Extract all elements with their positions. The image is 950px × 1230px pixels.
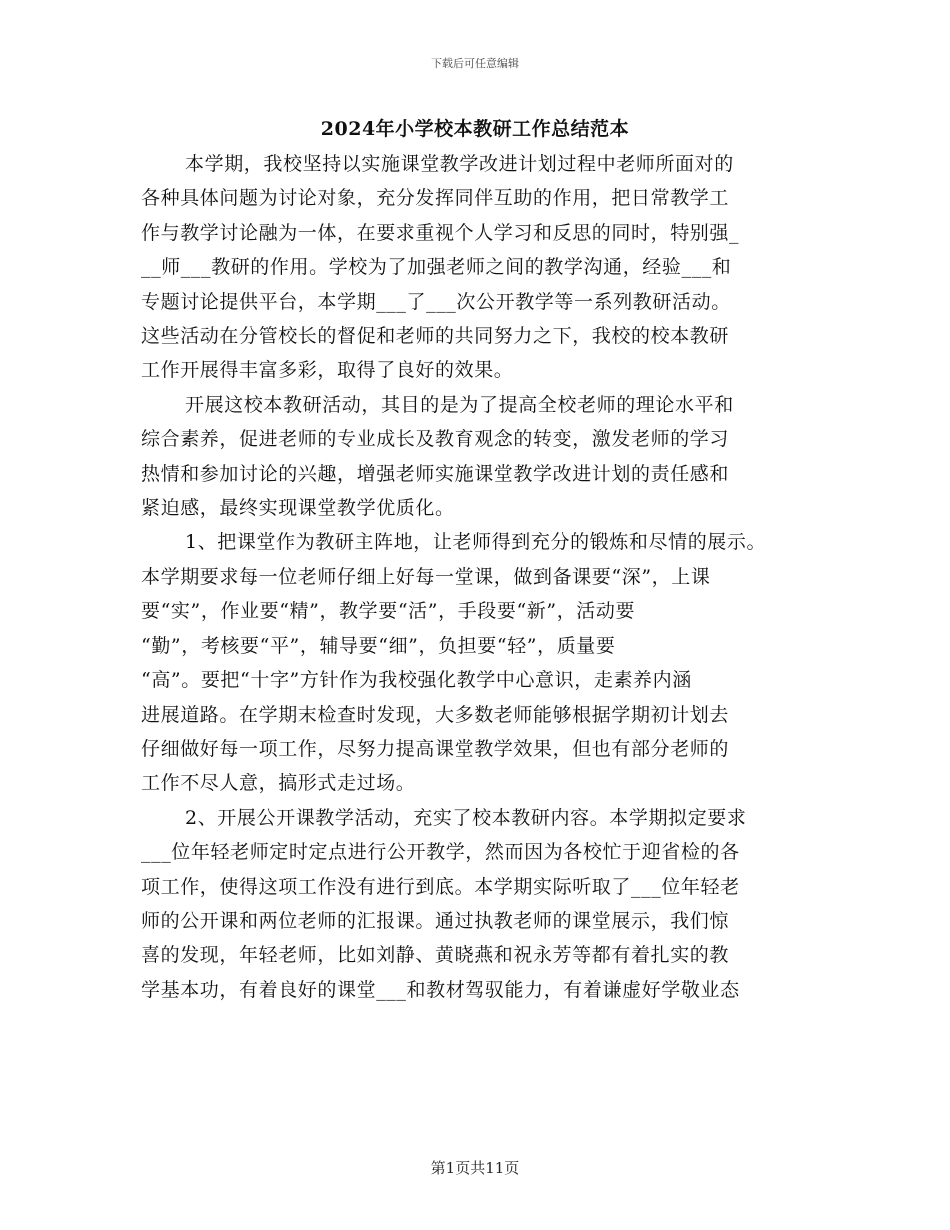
paragraph-3-line-8: 工作不尽人意，搞形式走过场。 (141, 772, 416, 795)
paragraph-3-line-6: 进展道路。在学期末检查时发现，大多数老师能够根据学期初计划去 (141, 703, 730, 726)
paragraph-2-line-3: 热情和参加讨论的兴趣，增强老师实施课堂教学改进计划的责任感和 (141, 462, 730, 485)
paragraph-1-line-4: __师___教研的作用。学校为了加强老师之间的教学沟通，经验___和 (141, 256, 732, 279)
paragraph-1-line-3: 作与教学讨论融为一体，在要求重视个人学习和反思的同时，特别强_ (141, 221, 740, 244)
paragraph-1-line-5: 专题讨论提供平台，本学期___了___次公开教学等一系列教研活动。 (141, 290, 731, 313)
page-footer: 第1页共11页 (430, 1159, 520, 1177)
paragraph-4-line-3: 项工作，使得这项工作没有进行到底。本学期实际听取了___位年轻老 (141, 875, 740, 898)
paragraph-4-line-5: 喜的发现，年轻老师，比如刘静、黄晓燕和祝永芳等都有着扎实的教 (141, 944, 730, 967)
paragraph-2-line-1: 开展这校本教研活动，其目的是为了提高全校老师的理论水平和 (185, 393, 734, 416)
header-note: 下载后可任意编辑 (431, 57, 519, 70)
paragraph-2-line-2: 综合素养，促进老师的专业成长及教育观念的转变，激发老师的学习 (141, 428, 730, 451)
paragraph-2-line-4: 紧迫感，最终实现课堂教学优质化。 (141, 497, 455, 520)
paragraph-4-line-1: 2、开展公开课教学活动，充实了校本教研内容。本学期拟定要求 (185, 806, 747, 829)
paragraph-3-line-1: 1、把课堂作为教研主阵地，让老师得到充分的锻炼和尽情的展示。 (185, 531, 767, 554)
paragraph-4-line-4: 师的公开课和两位老师的汇报课。通过执教老师的课堂展示，我们惊 (141, 909, 730, 932)
paragraph-1-line-2: 各种具体问题为讨论对象，充分发挥同伴互助的作用，把日常教学工 (141, 187, 730, 210)
paragraph-1-line-7: 工作开展得丰富多彩，取得了良好的效果。 (141, 359, 514, 382)
paragraph-3-line-4: “勤”，考核要“平”，辅导要“细”，负担要“轻”，质量要 (141, 634, 616, 657)
document-title: 2024年小学校本教研工作总结范本 (320, 118, 630, 140)
paragraph-4-line-2: ___位年轻老师定时定点进行公开教学，然而因为各校忙于迎省检的各 (141, 841, 740, 864)
paragraph-1-line-1: 本学期，我校坚持以实施课堂教学改进计划过程中老师所面对的 (185, 153, 734, 175)
document-body (141, 147, 821, 1007)
paragraph-3-line-2: 本学期要求每一位老师仔细上好每一堂课，做到备课要“深”，上课 (141, 565, 711, 588)
paragraph-3-line-5: “高”。要把“十字”方针作为我校强化教学中心意识，走素养内涵 (141, 669, 692, 692)
paragraph-3-line-7: 仔细做好每一项工作，尽努力提高课堂教学效果，但也有部分老师的 (141, 737, 730, 760)
paragraph-3-line-3: 要“实”，作业要“精”，教学要“活”，手段要“新”，活动要 (141, 600, 636, 623)
paragraph-1-line-6: 这些活动在分管校长的督促和老师的共同努力之下，我校的校本教研 (141, 325, 730, 348)
paragraph-4-line-6: 学基本功，有着良好的课堂___和教材驾驭能力，有着谦虚好学敬业态 (141, 978, 740, 1001)
